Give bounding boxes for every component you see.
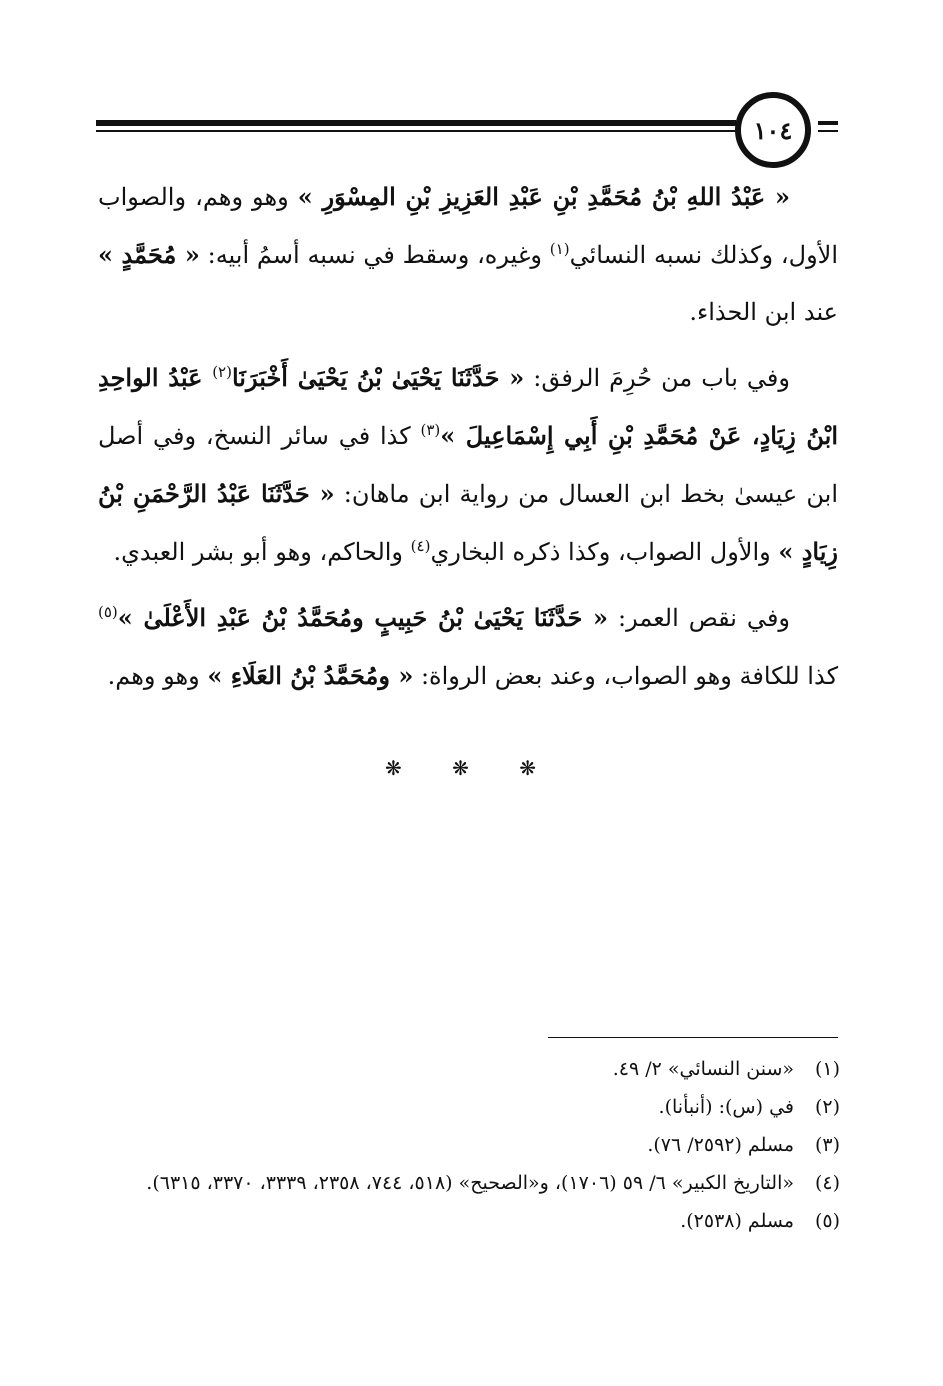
footnote-number: (٣) (814, 1134, 840, 1156)
header-rule-thick (96, 120, 736, 126)
footnote-ref: (٤) (410, 537, 431, 555)
text-run: والأول الصواب، وكذا ذكره البخاري (430, 538, 779, 566)
footnote-item (100, 1088, 840, 1126)
footnote-number: (٥) (814, 1210, 840, 1232)
footnote-ref: (٢) (212, 363, 232, 381)
text-run: وغيره، وسقط في نسبه أسمُ أبيه: (199, 241, 550, 269)
text-run: وهو وهم، والصواب الأول، وكذلك نسبه النسائي (98, 183, 839, 269)
header-rule-right (818, 121, 838, 125)
page-number-badge (735, 92, 811, 168)
main-text (98, 168, 838, 713)
page-number: ١٠٤ (753, 115, 793, 145)
quoted-narration: عَبْدُ الواحِدِ ابْنُ زِيَادٍ، عَنْ مُحَمَّدِ بْنِ أَبِي إِسْمَاعِيلَ » (98, 363, 838, 450)
footnote-text: «سنن النسائي» ٢/ ٤٩. (612, 1058, 794, 1080)
paragraph-2 (98, 349, 838, 581)
footnote-number: (١) (814, 1058, 840, 1080)
quoted-narration: « ومُحَمَّدُ بْنُ العَلَاءِ » (207, 661, 414, 690)
quoted-narration: « حَدَّثَنَا عَبْدُ الرَّحْمَنِ بْنُ زِيَادٍ » (98, 479, 838, 566)
footnote-number: (٢) (814, 1096, 840, 1118)
quoted-narration: « عَبْدُ اللهِ بْنُ مُحَمَّدِ بْنِ عَبْدِ العَزِيزِ بْنِ المِسْوَرِ » (297, 182, 791, 211)
header-rule-thin (96, 130, 736, 132)
quoted-narration: « حَدَّثَنَا يَحْيَىٰ بْنُ يَحْيَىٰ أَخْبَرَنَا (231, 363, 525, 392)
paragraph-3 (98, 589, 838, 705)
section-separator: ❋ ❋ ❋ (385, 756, 558, 780)
footnote-item (100, 1164, 840, 1202)
footnote-ref: (١) (549, 240, 570, 258)
text-run: وفي نقص العمر: (608, 604, 791, 632)
footnote-number: (٤) (814, 1172, 840, 1194)
footnote-divider (548, 1037, 838, 1038)
footnote-item (100, 1126, 840, 1164)
text-run: وفي باب من حُرِمَ الرفق: (524, 364, 790, 392)
footnotes (100, 1050, 840, 1240)
quoted-narration: « حَدَّثَنَا يَحْيَىٰ بْنُ حَبِيبٍ ومُحَمَّدُ بْنُ عَبْدِ الأَعْلَىٰ » (117, 603, 609, 632)
footnote-text: مسلم (٢٥٩٢/ ٧٦). (647, 1134, 794, 1156)
header-rule-right-thin (818, 130, 838, 132)
quoted-narration: « مُحَمَّدٍ » (98, 240, 200, 269)
footnote-item (100, 1050, 840, 1088)
footnote-text: مسلم (٢٥٣٨). (680, 1210, 794, 1232)
text-run: والحاكم، وهو أبو بشر العبدي. (113, 538, 411, 566)
footnote-text: «التاريخ الكبير» ٦/ ٥٩ (١٧٠٦)، و«الصحيح» (٥١٨، ٧٤٤، ٢٣٥٨، ٣٣٣٩، ٣٣٧٠، ٦٣١٥). (146, 1172, 794, 1194)
text-run: وهو وهم. (107, 662, 208, 690)
text-run: كذا في سائر النسخ، وفي أصل ابن عيسىٰ بخط ابن العسال من رواية ابن ماهان: (98, 422, 838, 508)
footnote-ref: (٥) (98, 603, 118, 621)
text-run: عند ابن الحذاء. (689, 298, 838, 326)
paragraph-1 (98, 168, 838, 341)
footnote-text: في (س): (أنبأنا). (658, 1096, 794, 1118)
text-run: كذا للكافة وهو الصواب، وعند بعض الرواة: (413, 662, 838, 690)
footnote-item (100, 1202, 840, 1240)
footnote-ref: (٣) (420, 421, 441, 439)
page-header (0, 0, 943, 160)
